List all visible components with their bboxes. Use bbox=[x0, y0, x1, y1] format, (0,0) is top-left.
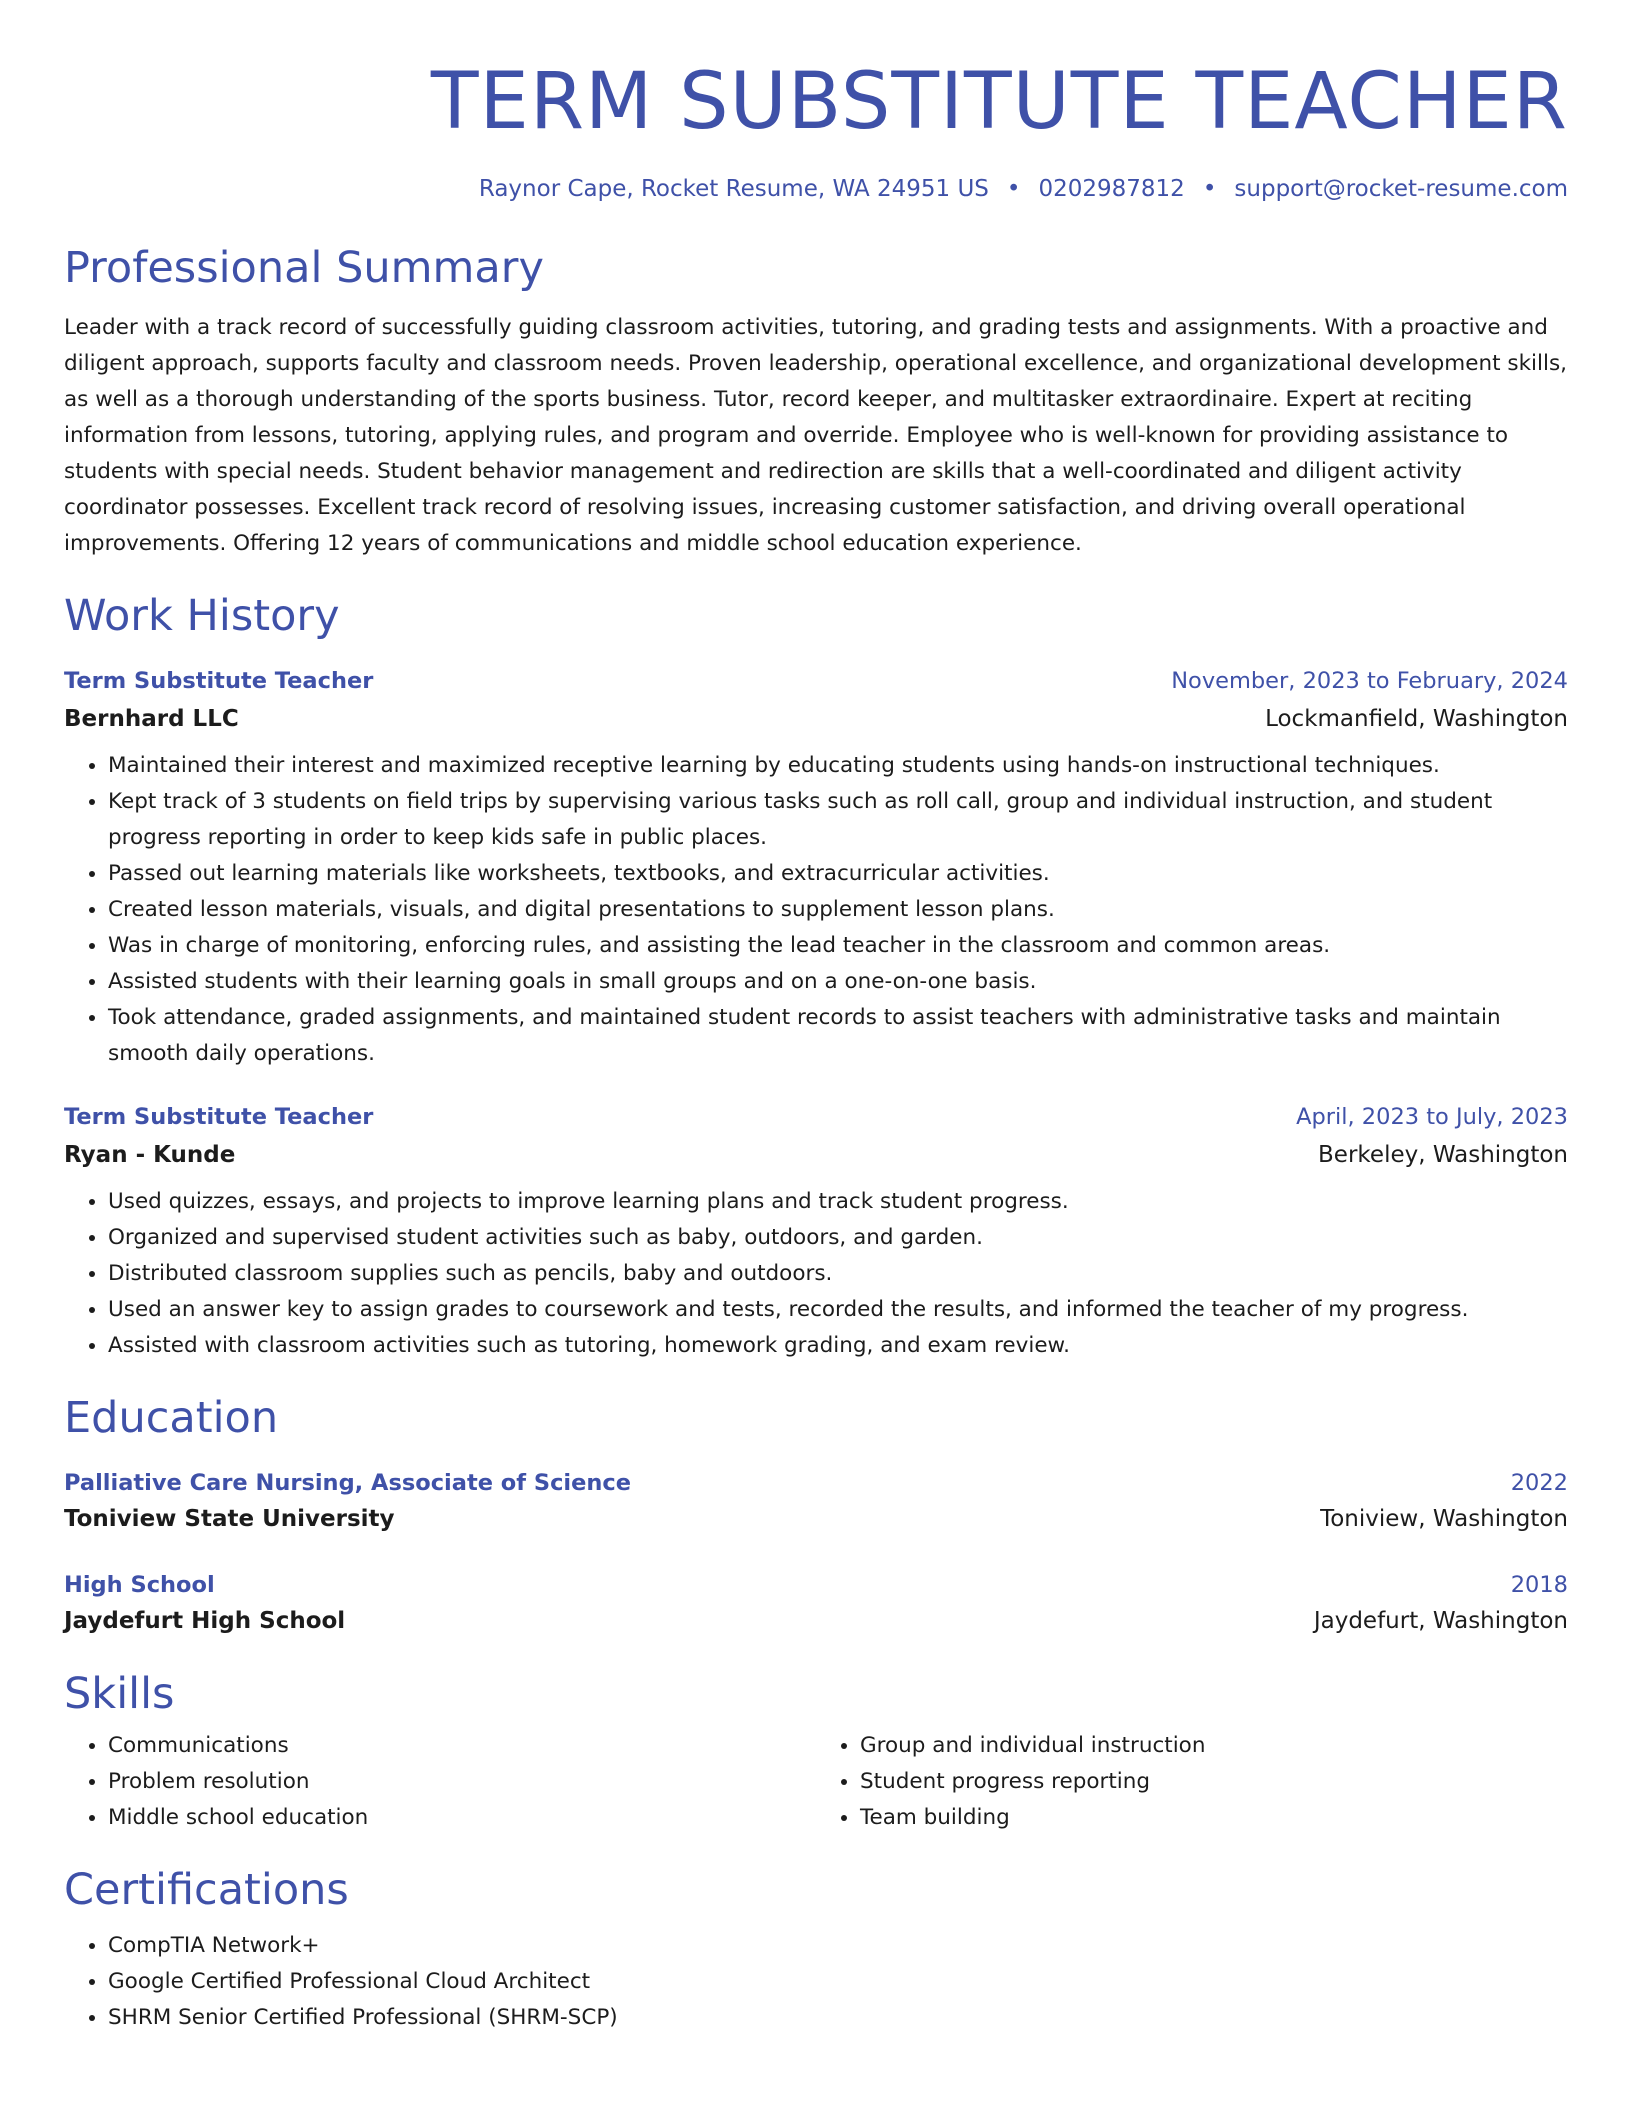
section-title-skills: Skills bbox=[64, 1669, 175, 1719]
job-bullet: • Kept track of 3 students on field trips by supervising various tasks such as roll call, group and individual instruction, and student progress reporting in order to keep kids safe in public places. bbox=[108, 784, 1568, 856]
certification-item: • SHRM Senior Certified Professional (SHRM-SCP) bbox=[108, 2000, 1568, 2036]
job-bullet: • Maintained their interest and maximized receptive learning by educating students using hands-on instructional techniques. bbox=[108, 748, 1568, 784]
job-bullet: • Used quizzes, essays, and projects to improve learning plans and track student progress. bbox=[108, 1184, 1568, 1220]
education-entry bbox=[64, 1568, 1568, 1640]
certifications-list bbox=[64, 1928, 1568, 2036]
skills-grid bbox=[64, 1728, 1568, 1836]
job-location: Berkeley, Washington bbox=[1318, 1142, 1568, 1168]
skill-item: • Problem resolution bbox=[108, 1764, 816, 1800]
job-bullet: • Used an answer key to assign grades to coursework and tests, recorded the results, and informed the teacher of my progress. bbox=[108, 1292, 1568, 1328]
education-header bbox=[64, 1568, 1568, 1602]
skills-list-right bbox=[816, 1728, 1568, 1836]
certification-item: • CompTIA Network+ bbox=[108, 1928, 1568, 1964]
education-school-row bbox=[64, 1500, 1568, 1538]
summary-text: Leader with a track record of successfully guiding classroom activities, tutoring, and grading tests and assignments. With a proactive and diligent approach, supports faculty and classroom needs. Proven leadership, operational excellence, and organizational development skills, as well as a thorough understanding of the sports business. Tutor, record keeper, and multitasker extraordinaire. Expert at reciting information from lessons, tutoring, applying rules, and program and override. Employee who is well-known for providing assistance to students with special needs. Student behavior management and redirection are skills that a well-coordinated and diligent activity coordinator possesses. Excellent track record of resolving issues, increasing customer satisfaction, and driving overall operational improvements. Offering 12 years of communications and middle school education experience. bbox=[64, 315, 1567, 556]
job-bullet: • Created lesson materials, visuals, and digital presentations to supplement lesson plans. bbox=[108, 892, 1568, 928]
education-year: 2022 bbox=[1510, 1470, 1568, 1496]
job-dates: April, 2023 to July, 2023 bbox=[1296, 1104, 1568, 1130]
job-bullets bbox=[64, 748, 1568, 1072]
education-location: Jaydefurt, Washington bbox=[1313, 1608, 1568, 1634]
education-school: Jaydefurt High School bbox=[64, 1608, 346, 1634]
resume-name: TERM SUBSTITUTE TEACHER bbox=[430, 57, 1568, 147]
job-entry bbox=[64, 664, 1568, 1072]
job-dates: November, 2023 to February, 2024 bbox=[1171, 668, 1568, 694]
skill-item: • Student progress reporting bbox=[860, 1764, 1568, 1800]
section-title-summary: Professional Summary bbox=[64, 243, 544, 293]
education-year: 2018 bbox=[1510, 1572, 1568, 1598]
education-school: Toniview State University bbox=[64, 1506, 395, 1532]
job-bullet: • Took attendance, graded assignments, and maintained student records to assist teachers with administrative tasks and maintain smooth daily operations. bbox=[108, 1000, 1568, 1072]
education-entry bbox=[64, 1466, 1568, 1538]
education-degree: High School bbox=[64, 1572, 215, 1598]
contact-address: Raynor Cape, Rocket Resume, WA 24951 US bbox=[478, 176, 989, 202]
certification-item: • Google Certified Professional Cloud Architect bbox=[108, 1964, 1568, 2000]
skill-item: • Middle school education bbox=[108, 1800, 816, 1836]
skill-item: • Team building bbox=[860, 1800, 1568, 1836]
job-employer-row bbox=[64, 1136, 1568, 1174]
job-title: Term Substitute Teacher bbox=[64, 668, 374, 694]
job-company: Bernhard LLC bbox=[64, 706, 239, 732]
education-location: Toniview, Washington bbox=[1320, 1506, 1568, 1532]
job-bullet: • Passed out learning materials like worksheets, textbooks, and extracurricular activities. bbox=[108, 856, 1568, 892]
job-bullet: • Assisted students with their learning goals in small groups and on a one-on-one basis. bbox=[108, 964, 1568, 1000]
section-title-certifications: Certifications bbox=[64, 1865, 349, 1915]
resume-header bbox=[64, 0, 1568, 202]
skill-item: • Communications bbox=[108, 1728, 816, 1764]
job-bullet: • Distributed classroom supplies such as pencils, baby and outdoors. bbox=[108, 1256, 1568, 1292]
job-title: Term Substitute Teacher bbox=[64, 1104, 374, 1130]
contact-separator: • bbox=[1202, 176, 1217, 202]
job-entry bbox=[64, 1100, 1568, 1364]
job-bullet: • Organized and supervised student activities such as baby, outdoors, and garden. bbox=[108, 1220, 1568, 1256]
education-header bbox=[64, 1466, 1568, 1500]
education-degree: Palliative Care Nursing, Associate of Science bbox=[64, 1470, 632, 1496]
contact-line bbox=[64, 176, 1568, 202]
job-header bbox=[64, 1100, 1568, 1134]
contact-phone: 0202987812 bbox=[1038, 176, 1185, 202]
section-title-work-history: Work History bbox=[64, 591, 340, 641]
skill-item: • Group and individual instruction bbox=[860, 1728, 1568, 1764]
job-company: Ryan - Kunde bbox=[64, 1142, 236, 1168]
job-employer-row bbox=[64, 700, 1568, 738]
job-header bbox=[64, 664, 1568, 698]
section-title-education: Education bbox=[64, 1393, 279, 1443]
skills-list-left bbox=[64, 1728, 816, 1836]
job-bullet: • Assisted with classroom activities such as tutoring, homework grading, and exam review. bbox=[108, 1328, 1568, 1364]
contact-email[interactable]: support@rocket-resume.com bbox=[1234, 176, 1568, 202]
job-bullet: • Was in charge of monitoring, enforcing rules, and assisting the lead teacher in the classroom and common areas. bbox=[108, 928, 1568, 964]
job-location: Lockmanfield, Washington bbox=[1265, 706, 1568, 732]
education-school-row bbox=[64, 1602, 1568, 1640]
job-bullets bbox=[64, 1184, 1568, 1364]
contact-separator: • bbox=[1006, 176, 1021, 202]
